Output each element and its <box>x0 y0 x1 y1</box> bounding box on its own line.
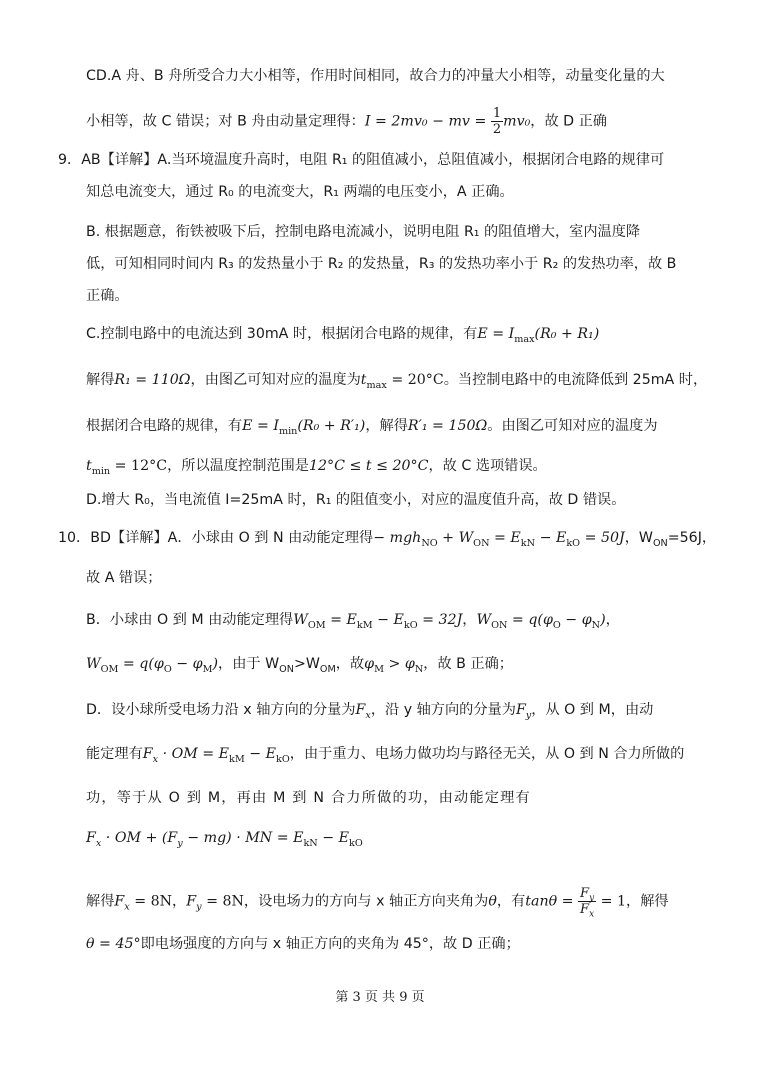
subscript: x <box>365 709 371 721</box>
equation: I = 2mv₀ − mv = <box>364 113 491 130</box>
text-run: ，有 <box>496 893 526 910</box>
text-line <box>86 106 607 137</box>
equation: 12°C ≤ t ≤ 20°C <box>308 458 429 474</box>
text-run: C.控制电路中的电流达到 30mA 时，根据闭合电路的规律，有 <box>86 326 478 342</box>
equation: E = I <box>477 326 515 342</box>
subscript: y <box>177 837 183 849</box>
equation: · OM + (F <box>101 830 178 846</box>
subscript: min <box>278 425 298 437</box>
text-run: ，设电场力的方向与 x 轴正方向夹角为 <box>243 893 489 910</box>
subscript: max <box>514 333 535 345</box>
text-line <box>86 886 669 920</box>
equation: F <box>142 746 153 762</box>
text-line <box>86 744 684 764</box>
text-run: ，从 O 到 M，由动 <box>531 702 654 718</box>
text-line: B. 根据题意，衔铁被吸下后，控制电路电流减小，说明电阻 R₁ 的阻值增大，室内温度降 <box>86 224 641 240</box>
fraction <box>491 106 503 137</box>
text-run: 即电场强度的方向与 x 轴正方向的夹角为 45°，故 D 正确； <box>140 936 520 952</box>
text-line <box>86 416 658 436</box>
equation: = 50J <box>580 530 625 546</box>
equation: mv₀ <box>503 113 531 130</box>
subscript: kO <box>349 837 363 849</box>
text-run: ，由于 W <box>218 656 280 672</box>
subscript: kM <box>356 619 373 631</box>
text-run: 能定理有 <box>86 746 143 762</box>
text-run: ，解得 <box>365 418 408 434</box>
text-run: ， <box>172 893 187 910</box>
question-9-line <box>58 150 664 170</box>
equation: t <box>360 372 367 388</box>
equation: = 8N <box>129 893 173 910</box>
question-number: 10． <box>58 530 91 546</box>
fraction-denominator <box>578 902 596 920</box>
equation: R₁ = 110Ω <box>114 372 191 388</box>
equation: E = I <box>242 418 279 434</box>
text-run: BD【详解】A．小球由 O 到 N 由动能定理得 <box>90 530 374 546</box>
text-line: 故 A 错误； <box>86 570 162 586</box>
text-run: 小相等，故 C 错误；对 B 舟由动量定理得： <box>86 113 365 130</box>
equation: θ = 45° <box>86 936 141 952</box>
fraction-numerator: 1 <box>492 106 502 121</box>
subscript: OM <box>319 663 336 675</box>
equation: = 12°C <box>110 458 168 474</box>
fraction-denominator: 2 <box>492 122 502 137</box>
text-run: D．设小球所受电场力沿 x 轴方向的分量为 <box>86 702 356 718</box>
text-line <box>86 456 547 476</box>
subscript: OM <box>307 619 326 631</box>
text-line: 正确。 <box>86 288 129 304</box>
equation: = q(φ <box>507 612 553 628</box>
equation: (R₀ + R′₁) <box>297 418 366 434</box>
equation: F <box>580 886 590 901</box>
equation: θ <box>488 893 497 910</box>
subscript: N <box>414 663 424 675</box>
equation: = 8N <box>201 893 244 910</box>
subscript: N <box>591 619 601 631</box>
equation: − φ <box>171 656 203 672</box>
text-run: ，所以温度控制范围是 <box>167 458 309 474</box>
equation: − mgh <box>373 530 422 546</box>
text-line <box>86 610 620 630</box>
equation: − E <box>317 830 349 846</box>
equation: F <box>86 830 96 846</box>
question-number: 9． <box>58 152 82 168</box>
equation: − E <box>535 530 567 546</box>
subscript: OM <box>100 663 119 675</box>
text-run: AB【详解】A.当环境温度升高时，电阻 R₁ 的阻值减小，总阻值减小，根据闭合电路的规律可 <box>81 152 665 168</box>
text-run: ，沿 y 轴方向的分量为 <box>370 702 516 718</box>
text-run: ， <box>462 612 477 628</box>
subscript: kO <box>276 753 290 765</box>
subscript: kN <box>520 537 536 549</box>
text-run: ，由于重力、电场力做功均与路径无关，从 O 到 N 合力所做的 <box>289 746 685 762</box>
equation: > φ <box>383 656 415 672</box>
subscript: M <box>374 663 384 675</box>
text-run: ，故 B 正确； <box>423 656 513 672</box>
text-line: 低，可知相同时间内 R₃ 的发热量小于 R₂ 的发热量，R₃ 的发热功率小于 R₂ 的发热功率，故 B <box>86 256 677 272</box>
subscript: M <box>202 663 213 675</box>
text-line <box>86 370 707 390</box>
equation: = q(φ <box>118 656 164 672</box>
fraction-numerator <box>578 886 596 902</box>
text-run: 解得 <box>86 893 115 910</box>
subscript: kN <box>303 837 318 849</box>
page-footer: 第 3 页 共 9 页 <box>335 990 425 1005</box>
subscript: min <box>91 465 111 477</box>
text-line <box>86 934 520 954</box>
equation: F <box>186 893 197 910</box>
subscript: kM <box>229 753 245 765</box>
subscript: y <box>589 893 595 904</box>
text-run: B．小球由 O 到 M 由动能定理得 <box>86 612 294 628</box>
text-run: ，W <box>624 530 653 546</box>
equation: − φ <box>560 612 592 628</box>
equation: tanθ = <box>525 893 579 910</box>
text-run: 根据闭合电路的规律，有 <box>86 418 243 434</box>
equation: F <box>580 902 590 917</box>
equation: = 1 <box>596 893 626 910</box>
subscript: y <box>196 901 202 913</box>
equation: + W <box>437 530 474 546</box>
question-10-line <box>58 528 716 548</box>
subscript: O <box>552 619 561 631</box>
text-run: ，故 C 选项错误。 <box>428 458 547 474</box>
text-run: ， <box>605 612 620 628</box>
equation: t <box>86 458 92 474</box>
subscript: ON <box>473 537 490 549</box>
text-run: 解得 <box>86 372 115 388</box>
subscript: x <box>589 909 595 920</box>
equation: − E <box>372 612 404 628</box>
text-line <box>86 654 513 674</box>
text-run: ，解得 <box>626 893 669 910</box>
subscript: x <box>124 901 130 913</box>
text-line <box>86 828 363 848</box>
equation: R′₁ = 150Ω <box>407 418 488 434</box>
equation: = E <box>325 612 357 628</box>
subscript: ON <box>279 663 294 675</box>
subscript: kO <box>403 619 418 631</box>
text-line: 知总电流变大，通过 R₀ 的电流变大，R₁ 两端的电压变小，A 正确。 <box>86 184 514 200</box>
text-line <box>86 324 599 344</box>
equation: W <box>86 656 101 672</box>
subscript: O <box>163 663 172 675</box>
fraction <box>578 886 596 920</box>
equation: F <box>355 702 366 718</box>
text-run: >W <box>293 656 320 672</box>
subscript: x <box>95 837 102 849</box>
subscript: max <box>366 379 387 391</box>
equation: F <box>114 893 125 910</box>
text-run: 。由图乙可知对应的温度为 <box>487 418 658 434</box>
equation: φ <box>364 656 375 672</box>
subscript: kO <box>566 537 581 549</box>
equation: = 32J <box>417 612 463 628</box>
equation: ) <box>600 612 606 628</box>
equation: − E <box>244 746 276 762</box>
equation: W <box>293 612 308 628</box>
subscript: y <box>525 709 532 721</box>
text-run: ，由图乙可知对应的温度为 <box>190 372 361 388</box>
text-run: ，故 <box>335 656 365 672</box>
subscript: x <box>152 753 159 765</box>
equation: · OM = E <box>158 746 230 762</box>
text-run: 。当控制电路中的电流降低到 25mA 时， <box>443 372 708 388</box>
equation: (R₀ + R₁) <box>534 326 600 342</box>
subscript: ON <box>652 537 668 549</box>
text-run: ，故 D 正确 <box>530 113 607 130</box>
equation: W <box>476 612 492 628</box>
subscript: NO <box>421 537 438 549</box>
equation: ) <box>212 656 219 672</box>
equation: = E <box>489 530 521 546</box>
equation: F <box>515 702 526 718</box>
text-line <box>86 700 653 720</box>
text-line: 功，等于从 O 到 M，再由 M 到 N 合力所做的功，由动能定理有 <box>86 790 531 806</box>
equation: − mg) · MN = E <box>182 830 304 846</box>
text-line: D.增大 R₀，当电流值 I=25mA 时，R₁ 的阻值变小，对应的温度值升高，故 D 错误。 <box>86 492 626 508</box>
equation: = 20°C <box>386 372 444 388</box>
text-line: CD.A 舟、B 舟所受合力大小相等，作用时间相同，故合力的冲量大小相等，动量变化量的大 <box>86 68 665 84</box>
subscript: ON <box>491 619 508 631</box>
text-run: =56J， <box>667 530 717 546</box>
